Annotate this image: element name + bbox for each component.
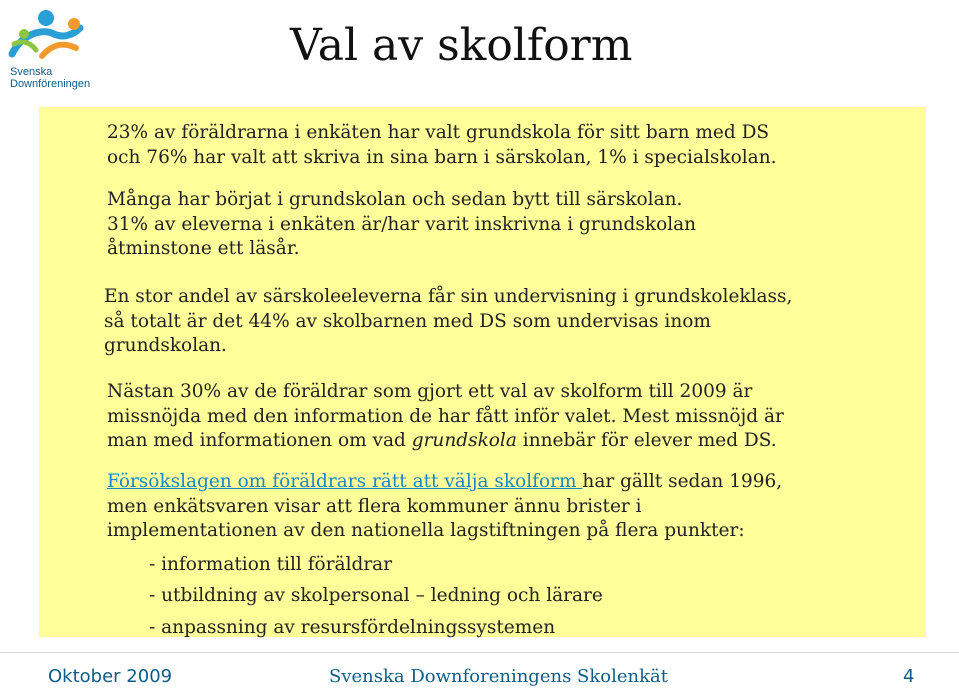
paragraph-1-line-1: 23% av föräldrarna i enkäten har valt grundskola för sitt barn med DS xyxy=(107,122,770,143)
paragraph-4-emphasis: grundskola xyxy=(411,430,517,451)
logo-line-1: Svenska xyxy=(10,66,53,78)
paragraph-5-line-1 xyxy=(107,470,782,495)
paragraph-2-line-3: åtminstone ett läsår. xyxy=(107,238,300,259)
logo-line-2: Downföreningen xyxy=(10,78,91,90)
law-link[interactable]: Försökslagen om föräldrars rätt att välja skolform xyxy=(107,471,583,492)
footer-source: Svenska Downforeningens Skolenkät xyxy=(329,666,668,687)
footer-date: Oktober 2009 xyxy=(48,666,173,687)
bullet-item-1: - information till föräldrar xyxy=(149,554,393,575)
paragraph-5-line-1-post: har gällt sedan 1996, xyxy=(582,471,783,492)
paragraph-5 xyxy=(107,470,782,544)
bullet-item-2: - utbildning av skolpersonal – ledning och lärare xyxy=(149,585,603,606)
paragraph-4-line-3-post: innebär för elever med DS. xyxy=(516,430,777,451)
paragraph-1-line-2: och 76% har valt att skriva in sina barn i särskolan, 1% i specialskolan. xyxy=(107,146,777,168)
paragraph-1 xyxy=(107,121,777,170)
slide-title: Val av skolform xyxy=(290,20,633,71)
logo-text xyxy=(10,66,90,90)
paragraph-5-line-3: implementationen av den nationella lagstiftningen på flera punkter: xyxy=(107,520,745,541)
paragraph-4-line-3 xyxy=(107,429,784,454)
paragraph-4-line-1: Nästan 30% av de föräldrar som gjort ett val av skolform till 2009 är xyxy=(107,381,753,402)
paragraph-3-line-2: så totalt är det 44% av skolbarnen med DS som undervisas inom xyxy=(104,310,711,332)
paragraph-2-line-1: Många har börjat i grundskolan och sedan bytt till särskolan. xyxy=(107,189,683,210)
footer-page-number: 4 xyxy=(903,666,915,687)
paragraph-2-line-2: 31% av eleverna i enkäten är/har varit inskrivna i grundskolan xyxy=(107,213,697,235)
paragraph-4-line-3-pre: man med informationen om vad xyxy=(107,430,412,451)
paragraph-4-line-2: missnöjda med den information de har fått inför valet. Mest missnöjd är xyxy=(107,405,784,427)
paragraph-2 xyxy=(107,188,696,262)
logo-figures-icon xyxy=(2,4,102,66)
paragraph-3 xyxy=(104,285,792,359)
footer-divider xyxy=(0,652,959,653)
paragraph-4 xyxy=(107,380,784,454)
bullet-item-3: - anpassning av resursfördelningssystemen xyxy=(149,617,556,638)
logo xyxy=(2,4,102,96)
paragraph-3-line-3: grundskolan. xyxy=(104,335,227,356)
paragraph-3-line-1: En stor andel av särskoleeleverna får sin undervisning i grundskoleklass, xyxy=(104,286,793,307)
paragraph-5-line-2: men enkätsvaren visar att flera kommuner ännu brister i xyxy=(107,495,642,517)
